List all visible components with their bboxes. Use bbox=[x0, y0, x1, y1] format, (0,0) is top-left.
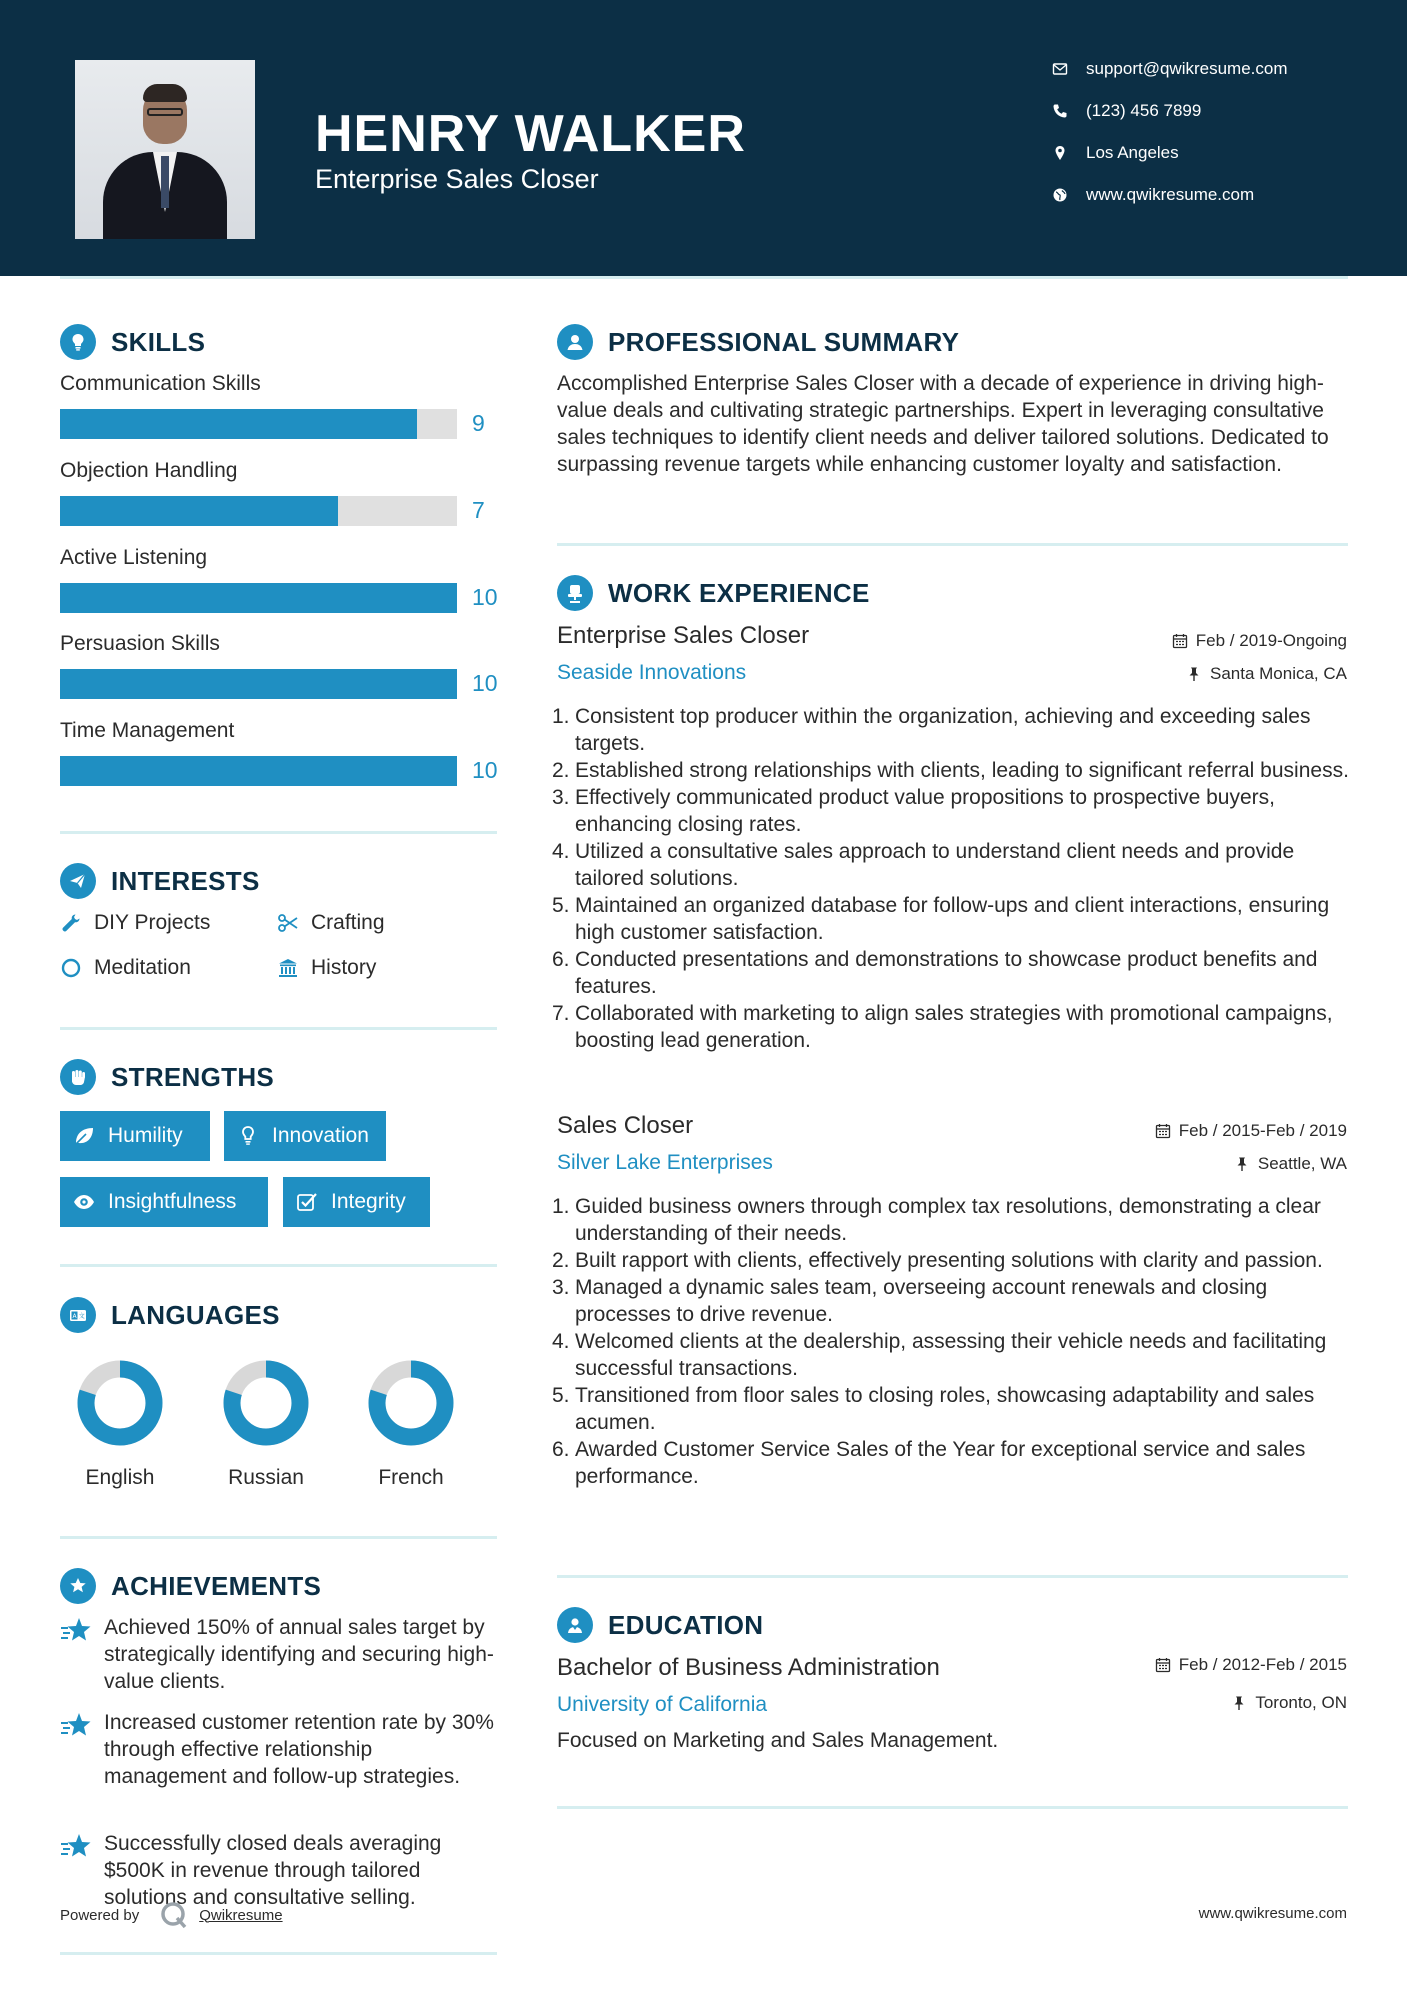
user-icon bbox=[557, 324, 593, 360]
contact-website-text: www.qwikresume.com bbox=[1086, 185, 1255, 204]
achievements-heading bbox=[60, 1568, 321, 1604]
job-bullet: 4. Welcomed clients at the dealership, assessing their vehicle needs and facilitating successful transactions. bbox=[552, 1330, 1327, 1380]
strength-chip bbox=[60, 1177, 268, 1227]
contact-location-text: Los Angeles bbox=[1086, 143, 1179, 162]
language-donut bbox=[368, 1360, 454, 1446]
interest-label: History bbox=[311, 956, 377, 979]
skill-bar bbox=[60, 496, 457, 526]
achievement-item bbox=[60, 1830, 500, 1911]
strengths-heading bbox=[60, 1059, 274, 1095]
interest-item bbox=[277, 909, 385, 937]
graduate-icon bbox=[557, 1607, 593, 1643]
skill-label: Objection Handling bbox=[60, 459, 238, 482]
section-divider bbox=[557, 1575, 1348, 1578]
section-divider bbox=[60, 1952, 497, 1955]
museum-icon bbox=[277, 957, 299, 979]
contact-phone-text: (123) 456 7899 bbox=[1086, 101, 1202, 120]
skill-bar-fill bbox=[60, 756, 457, 786]
section-divider bbox=[557, 1806, 1348, 1809]
skills-title: SKILLS bbox=[111, 326, 206, 357]
summary-title: PROFESSIONAL SUMMARY bbox=[608, 326, 960, 357]
section-divider bbox=[60, 1536, 497, 1539]
job-location bbox=[1186, 664, 1347, 684]
lightbulb-icon bbox=[236, 1124, 260, 1148]
language-item bbox=[211, 1360, 321, 1490]
strength-label: Insightfulness bbox=[108, 1190, 237, 1213]
languages-title: LANGUAGES bbox=[111, 1299, 280, 1330]
languages-heading bbox=[60, 1297, 280, 1333]
experience-title: WORK EXPERIENCE bbox=[608, 577, 870, 608]
contact-email-text: support@qwikresume.com bbox=[1086, 59, 1288, 78]
job-dates-text: Feb / 2015-Feb / 2019 bbox=[1178, 1121, 1347, 1140]
calendar-icon bbox=[1155, 1123, 1171, 1139]
job-bullet: 2. Built rapport with clients, effectively presenting solutions with clarity and passion. bbox=[552, 1249, 1323, 1272]
summary-heading bbox=[557, 324, 959, 360]
job-bullet: 5. Transitioned from floor sales to closing roles, showcasing adaptability and sales acumen. bbox=[552, 1384, 1315, 1434]
skill-label: Communication Skills bbox=[60, 372, 261, 395]
interests-title: INTERESTS bbox=[111, 865, 260, 896]
achievement-item bbox=[60, 1709, 500, 1790]
header-divider bbox=[60, 276, 1348, 279]
strength-label: Integrity bbox=[331, 1190, 406, 1213]
star-icon bbox=[60, 1616, 92, 1646]
envelope-icon bbox=[1052, 61, 1068, 77]
checkbox-icon bbox=[295, 1190, 319, 1214]
education-dates-text: Feb / 2012-Feb / 2015 bbox=[1178, 1655, 1347, 1674]
candidate-name: HENRY WALKER bbox=[315, 105, 746, 163]
skill-bar-fill bbox=[60, 409, 417, 439]
company-name: Seaside Innovations bbox=[557, 661, 747, 684]
job-bullet: 1. Consistent top producer within the organization, achieving and exceeding sales targets. bbox=[552, 705, 1311, 755]
skill-bar bbox=[60, 669, 457, 699]
job-dates bbox=[1155, 1121, 1347, 1141]
experience-heading bbox=[557, 575, 870, 611]
lightbulb-icon bbox=[60, 324, 96, 360]
achievements-title: ACHIEVEMENTS bbox=[111, 1570, 322, 1601]
calendar-icon bbox=[1172, 633, 1188, 649]
job-bullet: 3. Managed a dynamic sales team, overseeing account renewals and closing processes to drive revenue. bbox=[552, 1276, 1268, 1326]
svg-text:A: A bbox=[72, 1313, 77, 1320]
job-bullet: 6. Conducted presentations and demonstrations to showcase product benefits and features. bbox=[552, 948, 1318, 998]
paper-plane-icon bbox=[60, 863, 96, 899]
achievement-text: Increased customer retention rate by 30% through effective relationship management and follow-up strategies. bbox=[104, 1711, 494, 1788]
education-location-text: Toronto, ON bbox=[1255, 1693, 1347, 1712]
skill-value: 7 bbox=[472, 497, 485, 523]
fist-icon bbox=[60, 1059, 96, 1095]
profile-photo bbox=[75, 60, 255, 239]
footer-powered-by bbox=[60, 1900, 283, 1930]
language-label: Russian bbox=[228, 1466, 304, 1489]
job-title: Sales Closer bbox=[557, 1112, 694, 1139]
summary-text: Accomplished Enterprise Sales Closer with a decade of experience in driving high-value deals and cultivating strategic partnerships. Expert in leveraging consultative sales techniques to identify client needs and deliver tailored solutions. Dedicated to surpassing revenue targets while enhancing customer loyalty and satisfaction. bbox=[557, 372, 1329, 476]
contact-location bbox=[1052, 141, 1372, 165]
skill-bar-fill bbox=[60, 583, 457, 613]
language-card-icon bbox=[60, 1297, 96, 1333]
degree-name: Bachelor of Business Administration bbox=[557, 1654, 940, 1681]
achievement-item bbox=[60, 1614, 500, 1695]
map-pin-icon bbox=[1052, 145, 1068, 161]
job-dates-text: Feb / 2019-Ongoing bbox=[1195, 631, 1347, 650]
skill-bar bbox=[60, 409, 457, 439]
section-divider bbox=[60, 1027, 497, 1030]
skill-label: Persuasion Skills bbox=[60, 632, 220, 655]
contact-website[interactable] bbox=[1052, 183, 1372, 207]
resume-header bbox=[0, 0, 1407, 276]
skill-value: 10 bbox=[472, 670, 498, 696]
language-item bbox=[356, 1360, 466, 1490]
leaf-icon bbox=[72, 1124, 96, 1148]
skill-bar bbox=[60, 756, 457, 786]
job-bullets bbox=[552, 703, 1352, 1054]
language-donut bbox=[77, 1360, 163, 1446]
star-badge-icon bbox=[60, 1568, 96, 1604]
pin-icon bbox=[1234, 1156, 1250, 1172]
svg-text:文: 文 bbox=[78, 1313, 85, 1320]
calendar-icon bbox=[1155, 1657, 1171, 1673]
footer-url-link[interactable]: www.qwikresume.com bbox=[1198, 1905, 1347, 1922]
job-bullet: 7. Collaborated with marketing to align sales strategies with promotional campaigns, boosting lead generation. bbox=[552, 1002, 1333, 1052]
interest-label: Crafting bbox=[311, 911, 385, 934]
skill-bar-fill bbox=[60, 669, 457, 699]
interest-item bbox=[277, 954, 376, 982]
star-icon bbox=[60, 1711, 92, 1741]
school-name: University of California bbox=[557, 1693, 768, 1716]
achievement-text: Successfully closed deals averaging $500K in revenue through tailored solutions and consultative selling. bbox=[104, 1832, 442, 1909]
footer-brand-link[interactable]: Qwikresume bbox=[199, 1906, 283, 1924]
strength-chip bbox=[283, 1177, 430, 1227]
company-name: Silver Lake Enterprises bbox=[557, 1151, 773, 1174]
interest-label: DIY Projects bbox=[94, 911, 211, 934]
job-dates bbox=[1172, 631, 1347, 651]
strength-label: Humility bbox=[108, 1124, 183, 1147]
achievement-text: Achieved 150% of annual sales target by strategically identifying and securing high-value clients. bbox=[104, 1616, 494, 1693]
strength-chip bbox=[60, 1111, 210, 1161]
qwikresume-logo-icon bbox=[159, 1900, 189, 1930]
section-divider bbox=[60, 831, 497, 834]
skill-value: 9 bbox=[472, 410, 485, 436]
education-heading bbox=[557, 1607, 763, 1643]
job-bullets bbox=[552, 1193, 1352, 1490]
job-bullet: 3. Effectively communicated product value propositions to prospective buyers, enhancing closing rates. bbox=[552, 786, 1275, 836]
job-location bbox=[1234, 1154, 1347, 1174]
skill-bar-fill bbox=[60, 496, 338, 526]
star-icon bbox=[60, 1832, 92, 1862]
circle-icon bbox=[60, 957, 82, 979]
phone-icon bbox=[1052, 103, 1068, 119]
education-title: EDUCATION bbox=[608, 1609, 764, 1640]
section-divider bbox=[557, 543, 1348, 546]
job-bullet: 6. Awarded Customer Service Sales of the Year for exceptional service and sales performance. bbox=[552, 1438, 1306, 1488]
contact-email[interactable] bbox=[1052, 57, 1372, 81]
interest-label: Meditation bbox=[94, 956, 191, 979]
scissors-icon bbox=[277, 912, 299, 934]
skill-label: Active Listening bbox=[60, 546, 208, 569]
powered-by-text: Powered by bbox=[60, 1906, 140, 1924]
pin-icon bbox=[1186, 666, 1202, 682]
education-location bbox=[1231, 1693, 1347, 1713]
briefcase-chair-icon bbox=[557, 575, 593, 611]
skill-label: Time Management bbox=[60, 719, 235, 742]
strengths-title: STRENGTHS bbox=[111, 1061, 275, 1092]
wrench-icon bbox=[60, 912, 82, 934]
education-description: Focused on Marketing and Sales Management. bbox=[557, 1729, 999, 1752]
contact-phone[interactable] bbox=[1052, 99, 1372, 123]
job-location-text: Santa Monica, CA bbox=[1209, 664, 1347, 683]
eye-icon bbox=[72, 1190, 96, 1214]
pin-icon bbox=[1231, 1695, 1247, 1711]
skill-value: 10 bbox=[472, 757, 498, 783]
skills-heading bbox=[60, 324, 205, 360]
skill-value: 10 bbox=[472, 584, 498, 610]
language-label: English bbox=[85, 1466, 155, 1489]
interest-item bbox=[60, 909, 210, 937]
language-item bbox=[65, 1360, 175, 1490]
interests-heading bbox=[60, 863, 260, 899]
education-dates bbox=[1155, 1655, 1347, 1675]
job-bullet: 5. Maintained an organized database for follow-ups and client interactions, ensuring high customer satisfaction. bbox=[552, 894, 1330, 944]
globe-icon bbox=[1052, 187, 1068, 203]
skill-bar bbox=[60, 583, 457, 613]
job-bullet: 1. Guided business owners through complex tax resolutions, demonstrating a clear understanding of their needs. bbox=[552, 1195, 1321, 1245]
job-bullet: 2. Established strong relationships with clients, leading to significant referral business. bbox=[552, 759, 1349, 782]
job-location-text: Seattle, WA bbox=[1257, 1154, 1347, 1173]
language-label: French bbox=[378, 1466, 444, 1489]
section-divider bbox=[60, 1264, 497, 1267]
interest-item bbox=[60, 954, 191, 982]
job-title: Enterprise Sales Closer bbox=[557, 622, 810, 649]
strength-chip bbox=[224, 1111, 386, 1161]
strength-label: Innovation bbox=[272, 1124, 369, 1147]
candidate-title: Enterprise Sales Closer bbox=[315, 164, 599, 194]
language-donut bbox=[223, 1360, 309, 1446]
job-bullet: 4. Utilized a consultative sales approach to understand client needs and provide tailored solutions. bbox=[552, 840, 1295, 890]
